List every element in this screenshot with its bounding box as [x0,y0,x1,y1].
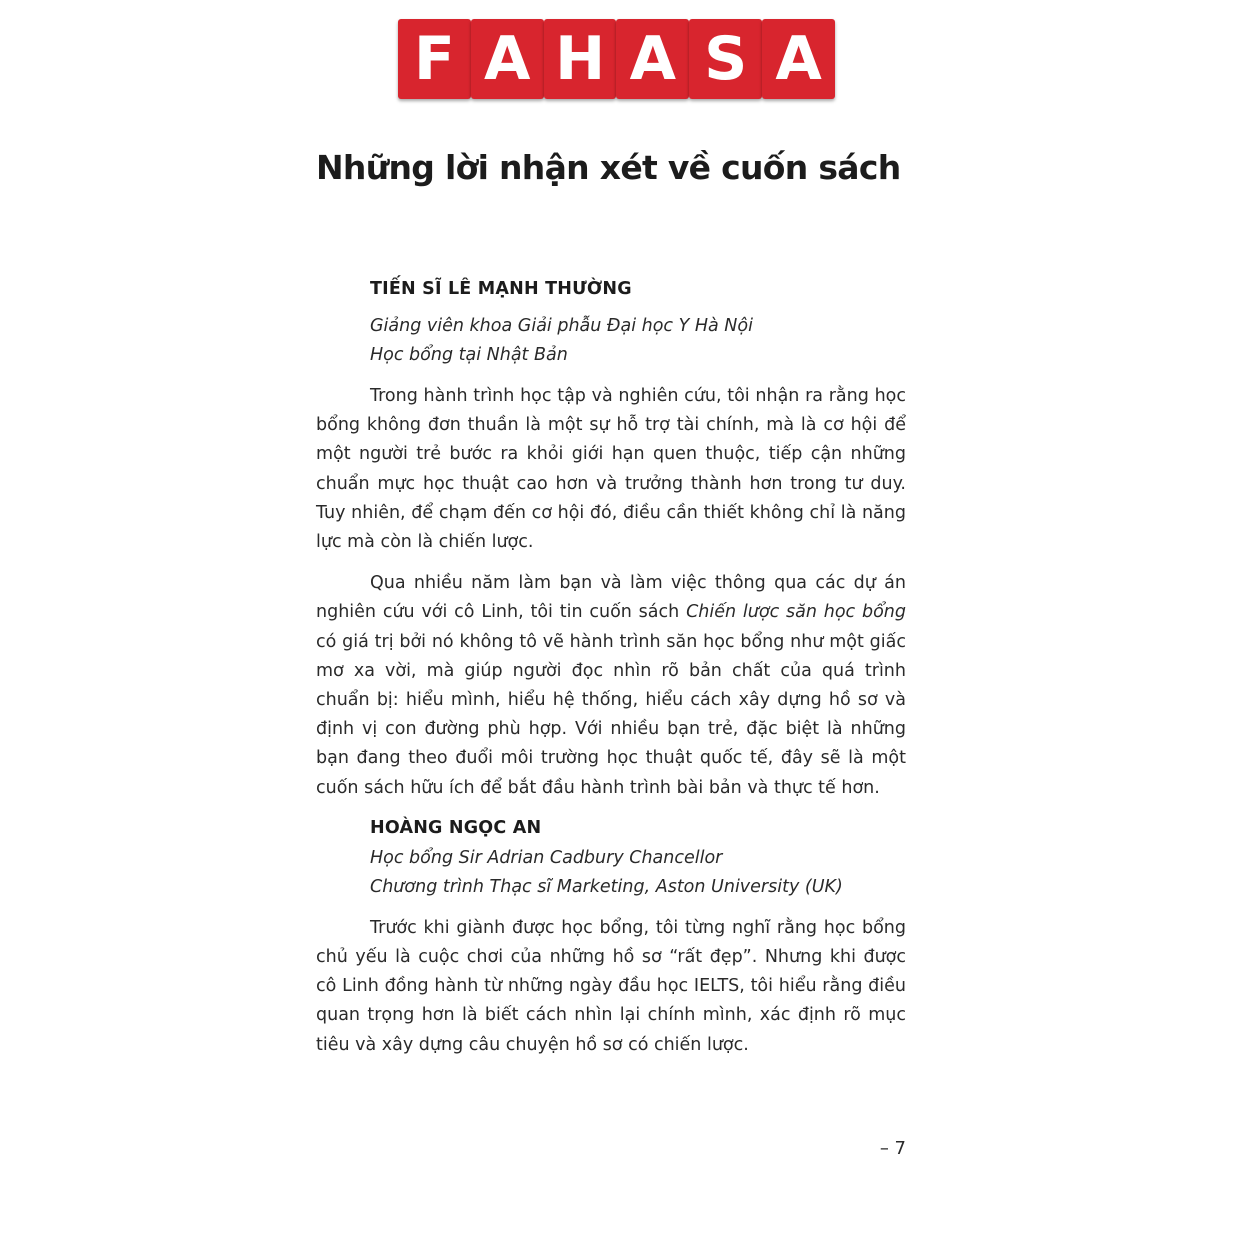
logo-letter-tile: F [398,19,471,99]
reviewer-name: HOÀNG NGỌC AN [370,817,542,838]
fahasa-logo [398,19,835,99]
review-block [316,815,906,1060]
review-text: có giá trị bởi nó không tô vẽ hành trình săn học bổng như một giấc mơ xa vời, mà giúp người đọc nhìn rõ bản chất của quá trình chuẩn bị: hiểu mình, hiểu hệ thống, hiểu cách xây dựng hồ sơ và định vị con đường phù hợp. Với nhiều bạn trẻ, đặc biệt là những bạn đang theo đuổi môi trường học thuật quốc tế, đây sẽ là một cuốn sách hữu ích để bắt đầu hành trình bài bản và thực tế hơn. [316,631,906,798]
reviewer-name: TIẾN SĨ LÊ MẠNH THƯỜNG [370,279,632,299]
review-paragraph [316,569,906,803]
logo-letter-tile: H [544,19,617,99]
book-title: Chiến lược săn học bổng [686,602,906,623]
page-title: Những lời nhận xét về cuốn sách [316,148,901,187]
review-paragraph: Trước khi giành được học bổng, tôi từng nghĩ rằng học bổng chủ yếu là cuộc chơi của những hồ sơ “rất đẹp”. Nhưng khi được cô Linh đồng hành từ những ngày đầu học IELTS, tôi hiểu rằng điều quan trọng hơn là biết cách nhìn lại chính mình, xác định rõ mục tiêu và xây dựng câu chuyện hồ sơ có chiến lược. [316,917,906,1055]
logo-letter-tile: A [762,19,835,99]
reviewer-role: Học bổng tại Nhật Bản [370,345,568,365]
logo-letter-tile: S [689,19,762,99]
reviewer-role: Giảng viên khoa Giải phẫu Đại học Y Hà Nội [370,316,753,336]
review-text: Qua nhiều năm làm bạn và làm việc thông qua các dự án nghiên cứu với cô Linh, tôi tin cuốn sách [316,573,906,623]
logo-letter-tile: A [471,19,544,99]
reviewer-role: Học bổng Sir Adrian Cadbury Chancellor [370,847,723,868]
reviews-section [316,276,906,1060]
page-number: – 7 [879,1138,906,1159]
reviewer-role: Chương trình Thạc sĩ Marketing, Aston University (UK) [370,876,843,897]
logo-letter-tile: A [616,19,689,99]
review-block [316,276,906,803]
review-paragraph: Trong hành trình học tập và nghiên cứu, tôi nhận ra rằng học bổng không đơn thuần là một sự hỗ trợ tài chính, mà là cơ hội để một người trẻ bước ra khỏi giới hạn quen thuộc, tiếp cận những chuẩn mực học thuật cao hơn và trưởng thành hơn trong tư duy. Tuy nhiên, để chạm đến cơ hội đó, điều cần thiết không chỉ là năng lực mà còn là chiến lược. [316,386,906,553]
